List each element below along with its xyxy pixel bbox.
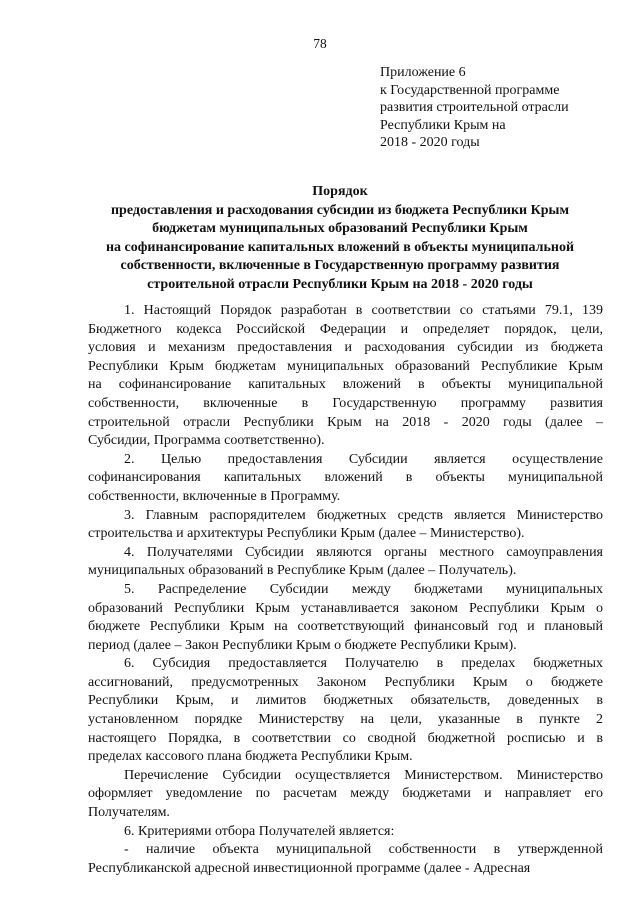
document-body: [88, 302, 603, 878]
text-line: ассигнований, предусмотренных Законом Республики Крым о бюджете: [88, 674, 603, 690]
body-paragraph: [88, 841, 603, 878]
title-line: бюджетам муниципальных образований Республики Крым: [152, 221, 528, 236]
document-title: [70, 183, 610, 294]
text-line: на софинансирование капитальных вложений в объекты муниципальной: [88, 377, 603, 393]
text-line: образований Республики Крым устанавливается законом Республики Крым о: [88, 600, 603, 616]
body-paragraph: [88, 655, 603, 767]
page-number: 78: [313, 36, 327, 51]
title-line: предоставления и расходования субсидии из бюджета Республики Крым: [110, 202, 570, 218]
title-line: собственности, включенные в Государственную программу развития: [120, 258, 560, 273]
text-line: - наличие объекта муниципальной собственности в утвержденной: [124, 842, 603, 858]
text-line: Республики Крым, и лимитов бюджетных обязательств, доведенных в: [88, 693, 603, 709]
text-line: 4. Получателями Субсидии являются органы местного самоуправления: [124, 544, 603, 560]
title-line: строительной отрасли Республики Крым на 2018 - 2020 годы: [147, 276, 533, 292]
text-line: 5. Распределение Субсидии между бюджетами муниципальных: [124, 581, 603, 597]
text-line: 1. Настоящий Порядок разработан в соответствии со статьями 79.1, 139: [124, 303, 603, 318]
body-paragraph: [88, 451, 603, 507]
text-line: настоящего Порядка, в соответствии со сводной бюджетной росписью и в: [88, 730, 603, 746]
appendix-line: Республики Крым на: [380, 117, 506, 133]
text-line: период (далее – Закон Республики Крым о бюджете Республики Крым).: [88, 637, 517, 653]
text-line: строительной отрасли Республики Крым на 2018 - 2020 годы (далее –: [88, 414, 603, 430]
appendix-line: развития строительной отрасли: [380, 100, 569, 115]
text-line: бюджете Республики Крым на соответствующий финансовый год и плановый: [88, 619, 603, 635]
appendix-line: Приложение 6: [380, 65, 466, 80]
appendix-line: к Государственной программе: [380, 82, 560, 98]
text-line: Перечисление Субсидии осуществляется Министерством. Министерство: [124, 767, 603, 783]
text-line: Субсидии, Программа соответственно).: [88, 433, 325, 449]
body-paragraph: [88, 302, 603, 451]
text-line: условия и механизм предоставления и расходования субсидии из бюджета: [88, 340, 603, 356]
text-line: Республиканской адресной инвестиционной программе (далее - Адресная: [88, 860, 531, 876]
appendix-heading: [380, 64, 620, 152]
text-line: 6. Субсидия предоставляется Получателю в пределах бюджетных: [124, 656, 603, 672]
text-line: собственности, включенные в Государственную программу развития: [88, 395, 603, 411]
text-line: муниципальных образований в Республике Крым (далее – Получатель).: [88, 563, 517, 579]
text-line: 6. Критериями отбора Получателей является:: [124, 823, 395, 839]
text-line: софинансирования капитальных вложений в объекты муниципальной: [88, 470, 603, 486]
body-paragraph: [88, 823, 603, 842]
text-line: собственности, включенные в Программу.: [88, 488, 341, 504]
body-paragraph: [88, 767, 603, 823]
body-paragraph: [88, 507, 603, 544]
text-line: Бюджетного кодекса Российской Федерации и определяет порядок, цели,: [88, 321, 603, 337]
text-line: строительства и архитектуры Республики Крым (далее – Министерство).: [88, 526, 525, 542]
title-heading: Порядок: [312, 184, 368, 199]
title-line: на софинансирование капитальных вложений в объекты муниципальной: [105, 239, 575, 255]
text-line: Получателям.: [88, 805, 170, 821]
text-line: пределах кассового плана бюджета Республики Крым.: [88, 749, 413, 765]
body-paragraph: [88, 544, 603, 581]
text-line: установленном порядке Министерству на цели, указанные в пункте 2: [88, 712, 603, 728]
text-line: оформляет уведомление по расчетам между бюджетами и направляет его: [88, 786, 603, 802]
text-line: 3. Главным распорядителем бюджетных средств является Министерство: [124, 507, 603, 523]
text-line: 2. Целью предоставления Субсидии является осуществление: [124, 451, 603, 467]
appendix-line: 2018 - 2020 годы: [380, 135, 480, 150]
body-paragraph: [88, 581, 603, 655]
text-line: Республики Крым бюджетам муниципальных образований Республикие Крым: [88, 358, 603, 374]
